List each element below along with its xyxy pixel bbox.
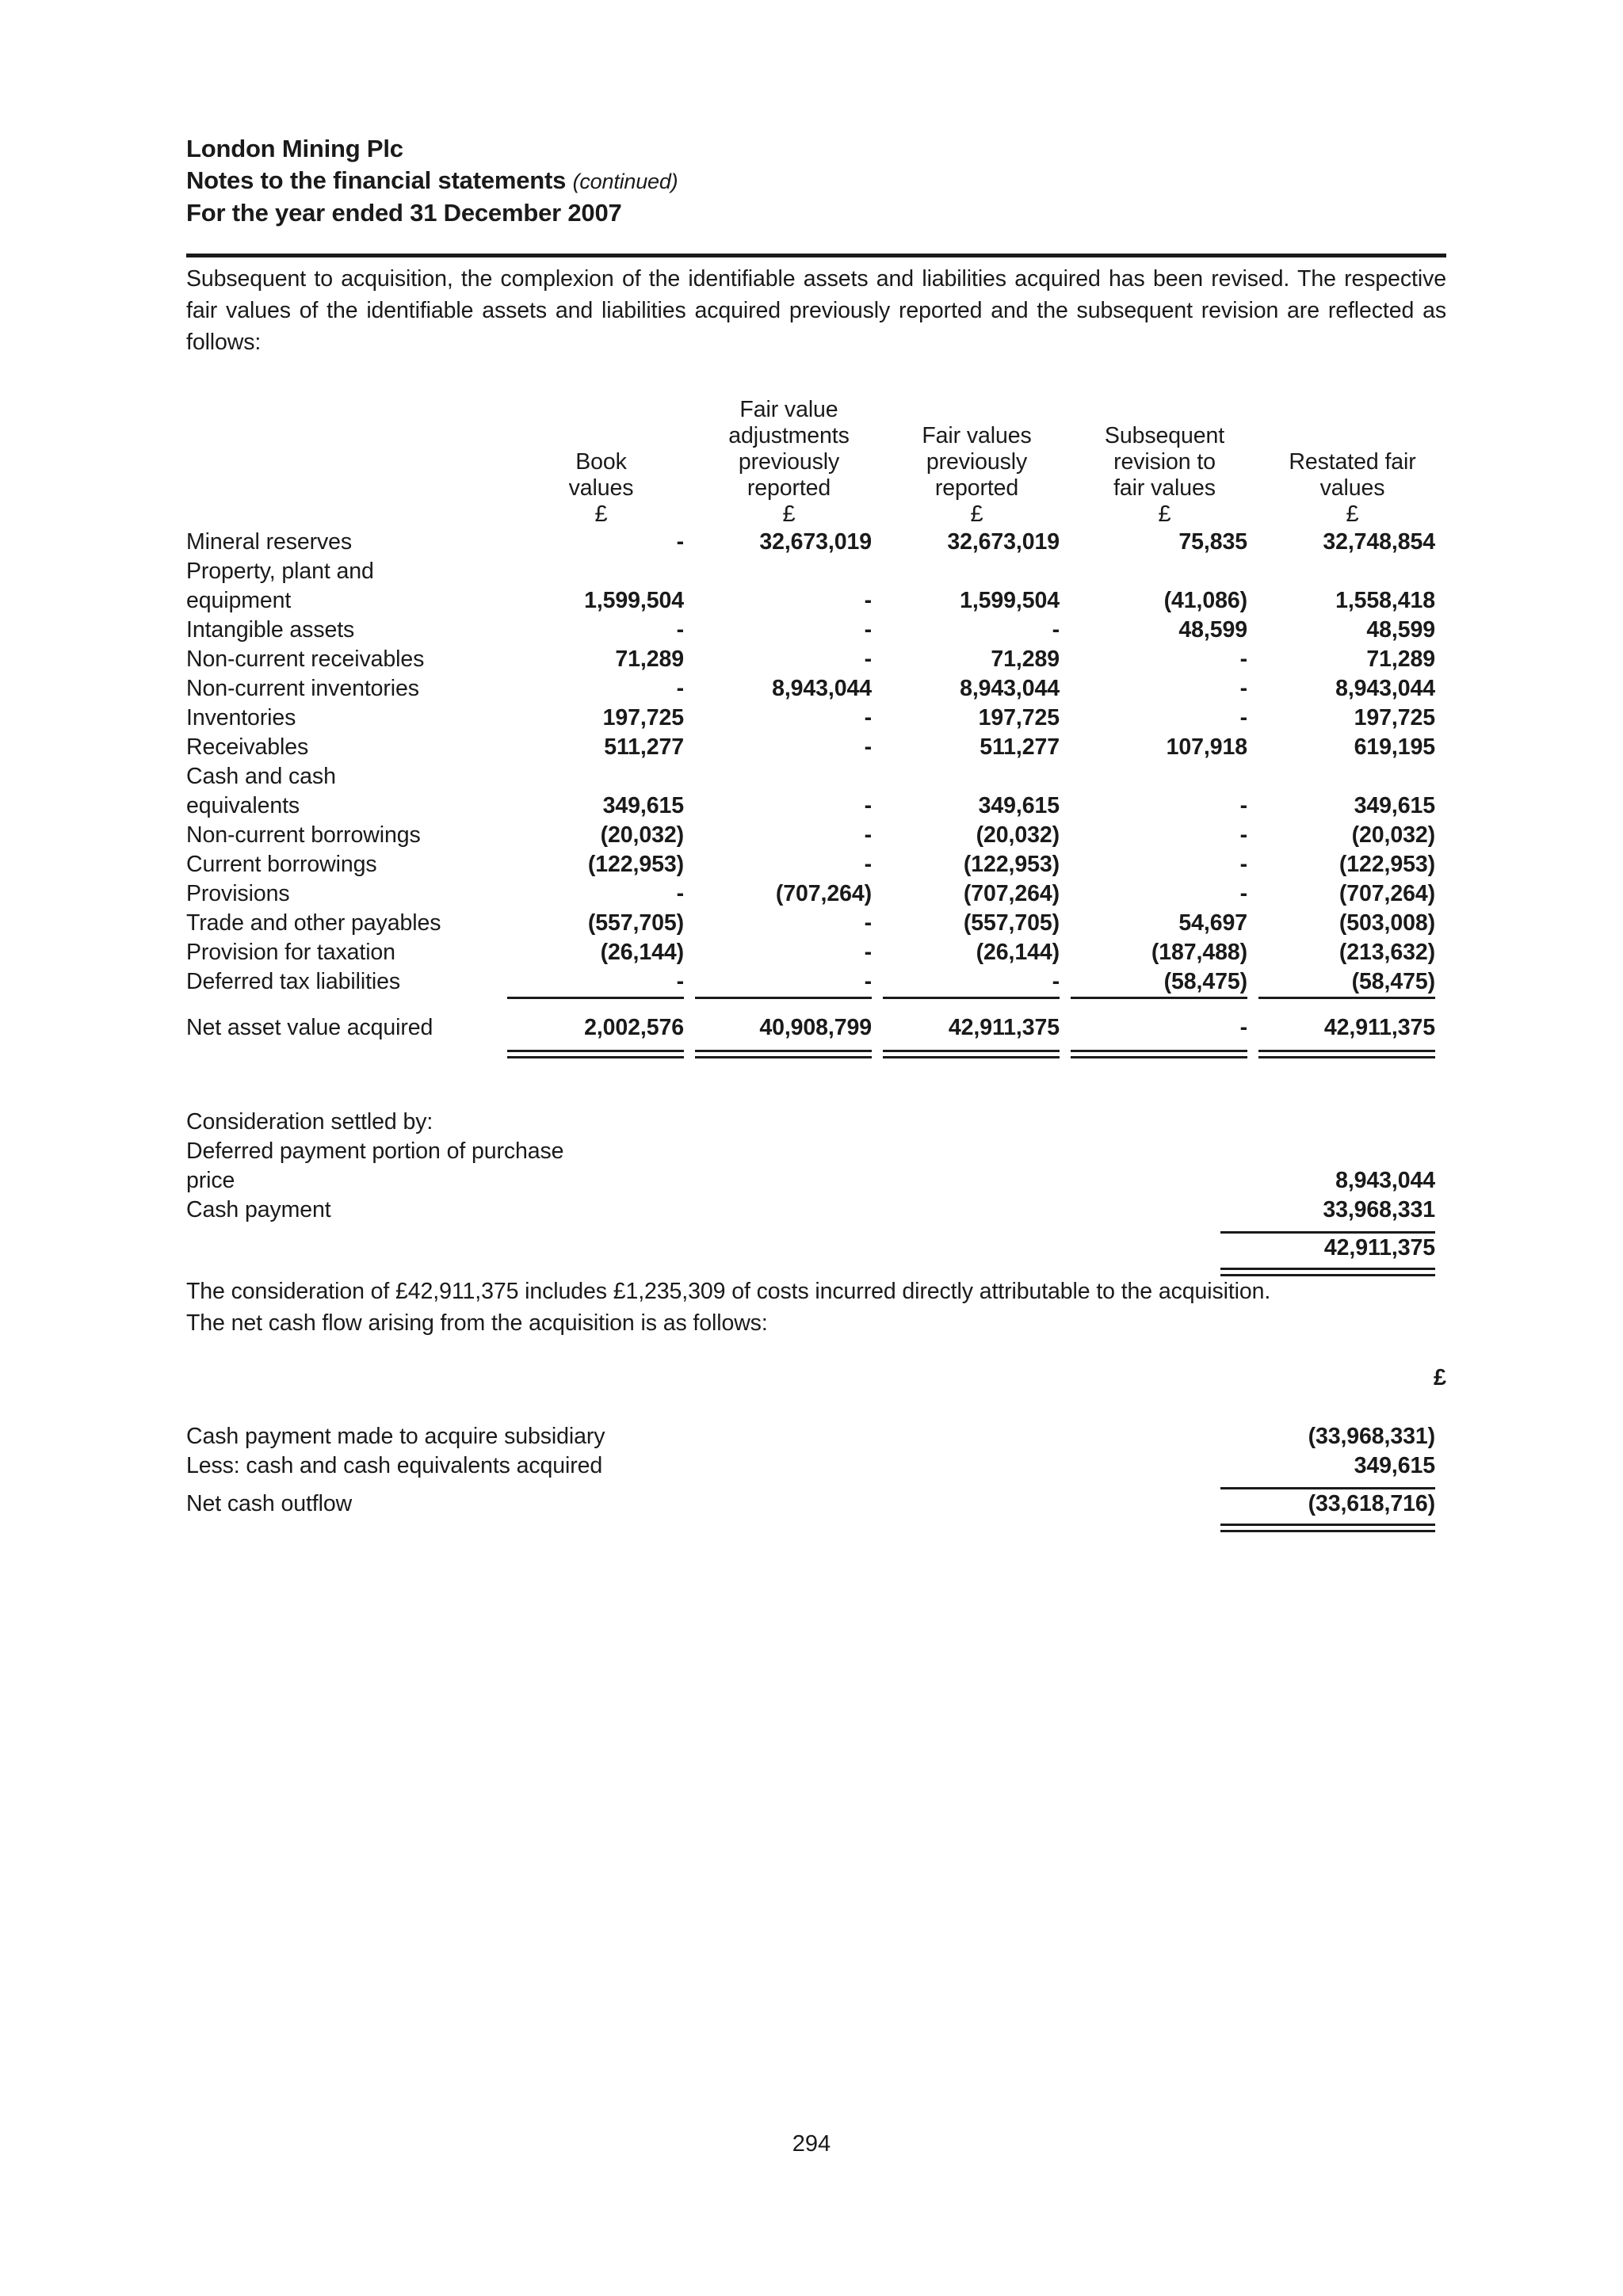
table-row [186, 821, 1446, 850]
col3-line2: fair values [1113, 475, 1216, 501]
col4-line1: values [1319, 475, 1385, 501]
row-value: - [864, 851, 872, 877]
row-value: - [1239, 880, 1247, 906]
netcash-spacer-row [186, 1393, 1446, 1422]
consideration-total-value: 42,911,375 [1323, 1234, 1435, 1261]
netcash-label: Less: cash and cash equivalents acquired [186, 1452, 603, 1478]
rule-segment [1071, 1045, 1258, 1058]
consideration-total-row [186, 1234, 1446, 1263]
header-blank [186, 397, 507, 502]
row-label: Provision for taxation [186, 939, 395, 965]
currency-col4: £ [1346, 501, 1359, 527]
row-label: Cash and cash [186, 763, 336, 789]
row-value: (20,032) [600, 822, 684, 848]
table-head [186, 397, 1446, 528]
netcash-total-bottom-rule [186, 1519, 1446, 1532]
rule-blank [186, 1263, 1220, 1276]
document-title [186, 165, 1446, 196]
row-value: - [864, 734, 872, 760]
row-value: 8,943,044 [1335, 675, 1435, 701]
column-header-subsequent-revision [1071, 397, 1258, 502]
consideration-blank [1220, 1137, 1446, 1166]
fair-value-table-wrapper [186, 397, 1446, 1058]
consideration-heading: Consideration settled by: [186, 1108, 433, 1135]
rule-segment [883, 1045, 1071, 1058]
row-value: - [864, 646, 872, 672]
row-value: 54,697 [1178, 910, 1247, 936]
row-value: - [676, 880, 684, 906]
row-label: Non-current receivables [186, 646, 425, 672]
row-value: (122,953) [1338, 851, 1435, 877]
row-value: (20,032) [976, 822, 1060, 848]
netcash-spacer-right [1220, 1393, 1446, 1422]
col4-line0: Restated fair [1289, 448, 1416, 475]
row-spacer [507, 557, 1446, 586]
consideration-row-label-continuation [186, 1137, 1446, 1166]
rule-segment [695, 1045, 883, 1058]
col2-line1: previously [926, 448, 1028, 475]
row-label: Inventories [186, 704, 296, 730]
table-row [186, 616, 1446, 645]
row-value: - [864, 968, 872, 994]
netcash-spacer-left [186, 1393, 1220, 1422]
row-value: (20,032) [1351, 822, 1435, 848]
rule-segment [1258, 1045, 1446, 1058]
row-value: (122,953) [587, 851, 684, 877]
document-title-continued: (continued) [572, 170, 678, 194]
netcash-total-value: (33,618,716) [1308, 1490, 1435, 1516]
row-value: - [864, 822, 872, 848]
column-header-fair-value-adjustments [695, 397, 883, 502]
page-content [186, 0, 1446, 1532]
col1-line0: Fair value [739, 396, 838, 422]
table-row [186, 850, 1446, 879]
consideration-table [186, 1108, 1446, 1276]
row-value: - [1239, 851, 1247, 877]
consideration-label-second-line: price [186, 1167, 235, 1193]
currency-col1: £ [782, 501, 796, 527]
currency-symbol-row [186, 502, 1446, 528]
row-value: - [676, 968, 684, 994]
row-value: 197,725 [978, 704, 1060, 730]
total-value: 2,002,576 [584, 1014, 684, 1040]
table-row-label-continuation [186, 557, 1446, 586]
rule-blank [186, 1225, 1220, 1234]
row-value: (58,475) [1351, 968, 1435, 994]
table-row [186, 791, 1446, 821]
row-label-second-line: equivalents [186, 792, 300, 818]
column-header-row [186, 397, 1446, 502]
row-value: (707,264) [963, 880, 1060, 906]
currency-col0: £ [594, 501, 608, 527]
intro-paragraph: Subsequent to acquisition, the complexion of the identifiable assets and liabilities acquired has been revised. The respective fair values of the identifiable assets and liabilities acquired previously reported and the subsequent revision are reflected as follows: [186, 265, 1446, 355]
row-value: (26,144) [976, 939, 1060, 965]
consideration-value: 8,943,044 [1335, 1167, 1435, 1193]
rule-segment [1220, 1225, 1446, 1234]
row-value: (707,264) [1338, 880, 1435, 906]
row-value: (41,086) [1163, 587, 1247, 613]
row-value: (58,475) [1163, 968, 1247, 994]
row-value: - [676, 528, 684, 555]
row-value: 71,289 [615, 646, 684, 672]
row-value: (122,953) [963, 851, 1060, 877]
row-value: - [1052, 616, 1060, 643]
row-value: 1,558,418 [1335, 587, 1435, 613]
netcash-total-label: Net cash outflow [186, 1490, 353, 1516]
rule-segment [1220, 1519, 1446, 1532]
netcash-table [186, 1363, 1446, 1532]
row-value: 511,277 [980, 734, 1060, 760]
row-value: 32,673,019 [947, 528, 1060, 555]
row-value: - [1052, 968, 1060, 994]
table-row [186, 879, 1446, 909]
document-title-main: Notes to the financial statements [186, 166, 573, 195]
row-label: Intangible assets [186, 616, 355, 643]
netcash-value: (33,968,331) [1308, 1423, 1435, 1449]
row-value: 48,599 [1366, 616, 1435, 643]
consideration-total-bottom-rule [186, 1263, 1446, 1276]
row-value: - [864, 939, 872, 965]
col2-line0: Fair values [922, 422, 1032, 448]
row-value: 75,835 [1178, 528, 1247, 555]
row-label: Deferred tax liabilities [186, 968, 401, 994]
consideration-heading-row [186, 1108, 1446, 1137]
consideration-value: 33,968,331 [1323, 1196, 1435, 1222]
row-value: - [864, 910, 872, 936]
netcash-currency-blank [186, 1363, 1220, 1393]
netcash-row [186, 1422, 1446, 1451]
document-period: For the year ended 31 December 2007 [186, 198, 622, 227]
total-value: 42,911,375 [1323, 1014, 1435, 1040]
consideration-row [186, 1196, 1446, 1225]
row-value: (187,488) [1151, 939, 1247, 965]
col3-line1: revision to [1113, 448, 1216, 475]
total-value: - [1239, 1014, 1247, 1040]
row-value: - [864, 792, 872, 818]
row-value: 511,277 [604, 734, 684, 760]
table-row [186, 909, 1446, 938]
total-value: 40,908,799 [759, 1014, 872, 1040]
table-row [186, 528, 1446, 557]
row-label: Non-current borrowings [186, 822, 421, 848]
row-value: - [1239, 704, 1247, 730]
rule-segment [1220, 1263, 1446, 1276]
column-header-book-values [507, 397, 695, 502]
row-value: - [864, 587, 872, 613]
header-divider [186, 254, 1446, 257]
netcash-total-top-rule [186, 1481, 1446, 1489]
rule-segment [1220, 1481, 1446, 1489]
currency-blank [186, 502, 507, 528]
consideration-label: Cash payment [186, 1196, 331, 1222]
table-row [186, 967, 1446, 997]
row-value: 32,673,019 [759, 528, 872, 555]
table-row-label-continuation [186, 762, 1446, 791]
consideration-label: Deferred payment portion of purchase [186, 1138, 564, 1164]
row-value: 48,599 [1178, 616, 1247, 643]
currency-col2: £ [970, 501, 983, 527]
document-header [186, 0, 1446, 229]
row-label: Non-current inventories [186, 675, 419, 701]
row-value: 32,748,854 [1323, 528, 1435, 555]
row-value: (707,264) [775, 880, 872, 906]
col1-line3: reported [747, 475, 831, 501]
row-value: 107,918 [1166, 734, 1247, 760]
row-value: 197,725 [602, 704, 684, 730]
consideration-total-top-rule [186, 1225, 1446, 1234]
row-value: (213,632) [1338, 939, 1435, 965]
table-body [186, 528, 1446, 1058]
rule-blank [186, 1519, 1220, 1532]
row-value: (503,008) [1338, 910, 1435, 936]
table-row [186, 674, 1446, 704]
col0-line1: values [568, 475, 634, 501]
row-value: 71,289 [991, 646, 1060, 672]
row-value: (557,705) [587, 910, 684, 936]
row-value: (26,144) [600, 939, 684, 965]
total-label: Net asset value acquired [186, 1014, 433, 1040]
row-value: 71,289 [1366, 646, 1435, 672]
netcash-intro-paragraph: The net cash flow arising from the acquisition is as follows: [186, 1310, 768, 1336]
table-row [186, 733, 1446, 762]
row-value: - [1239, 822, 1247, 848]
row-value: 619,195 [1354, 734, 1435, 760]
consideration-row [186, 1166, 1446, 1196]
page-number: 294 [792, 2131, 831, 2157]
consideration-total-label-blank [186, 1234, 1220, 1263]
col1-line1: adjustments [728, 422, 850, 448]
rule-segment [507, 1045, 695, 1058]
row-value: (557,705) [963, 910, 1060, 936]
row-label: Trade and other payables [186, 910, 441, 936]
col3-line0: Subsequent [1104, 422, 1225, 448]
row-value: 1,599,504 [960, 587, 1060, 613]
currency-col3: £ [1158, 501, 1171, 527]
netcash-total-row [186, 1489, 1446, 1519]
netcash-currency-symbol: £ [1433, 1364, 1446, 1390]
row-value: - [1239, 792, 1247, 818]
netcash-row [186, 1451, 1446, 1481]
total-bottom-rule [186, 1045, 1446, 1058]
row-value: 349,615 [602, 792, 684, 818]
company-name: London Mining Plc [186, 135, 403, 162]
row-value: 349,615 [1354, 792, 1435, 818]
row-label: Property, plant and [186, 558, 374, 584]
row-value: 8,943,044 [960, 675, 1060, 701]
fair-value-table [186, 397, 1446, 1058]
row-spacer [507, 762, 1446, 791]
col1-line2: previously [738, 448, 840, 475]
table-row [186, 704, 1446, 733]
row-value: - [864, 704, 872, 730]
rule-blank [186, 1481, 1220, 1489]
netcash-section [186, 1363, 1446, 1532]
total-value: 42,911,375 [948, 1014, 1060, 1040]
row-label: Mineral reserves [186, 528, 353, 555]
consideration-paragraph: The consideration of £42,911,375 includes £1,235,309 of costs incurred directly attributable to the acquisition. [186, 1278, 1271, 1304]
col0-line0: Book [575, 448, 627, 475]
row-value: - [676, 675, 684, 701]
netcash-currency-row [186, 1363, 1446, 1393]
row-value: 349,615 [978, 792, 1060, 818]
row-label: Receivables [186, 734, 309, 760]
row-label-second-line: equipment [186, 587, 292, 613]
row-value: 1,599,504 [584, 587, 684, 613]
rule-blank [186, 1045, 507, 1058]
row-value: 8,943,044 [772, 675, 872, 701]
netcash-label: Cash payment made to acquire subsidiary [186, 1423, 605, 1449]
row-value: - [1239, 675, 1247, 701]
netcash-value: 349,615 [1354, 1452, 1435, 1478]
row-value: - [864, 616, 872, 643]
row-value: - [1239, 646, 1247, 672]
consideration-heading-blank [1220, 1108, 1446, 1137]
row-label: Current borrowings [186, 851, 377, 877]
total-row [186, 999, 1446, 1045]
table-row [186, 645, 1446, 674]
col2-line2: reported [934, 475, 1019, 501]
column-header-fair-values-previously-reported [883, 397, 1071, 502]
column-header-restated-fair-values [1258, 397, 1446, 502]
row-value: - [676, 616, 684, 643]
table-row [186, 586, 1446, 616]
table-row [186, 938, 1446, 967]
row-value: 197,725 [1354, 704, 1435, 730]
row-label: Provisions [186, 880, 290, 906]
consideration-section [186, 1108, 1446, 1276]
